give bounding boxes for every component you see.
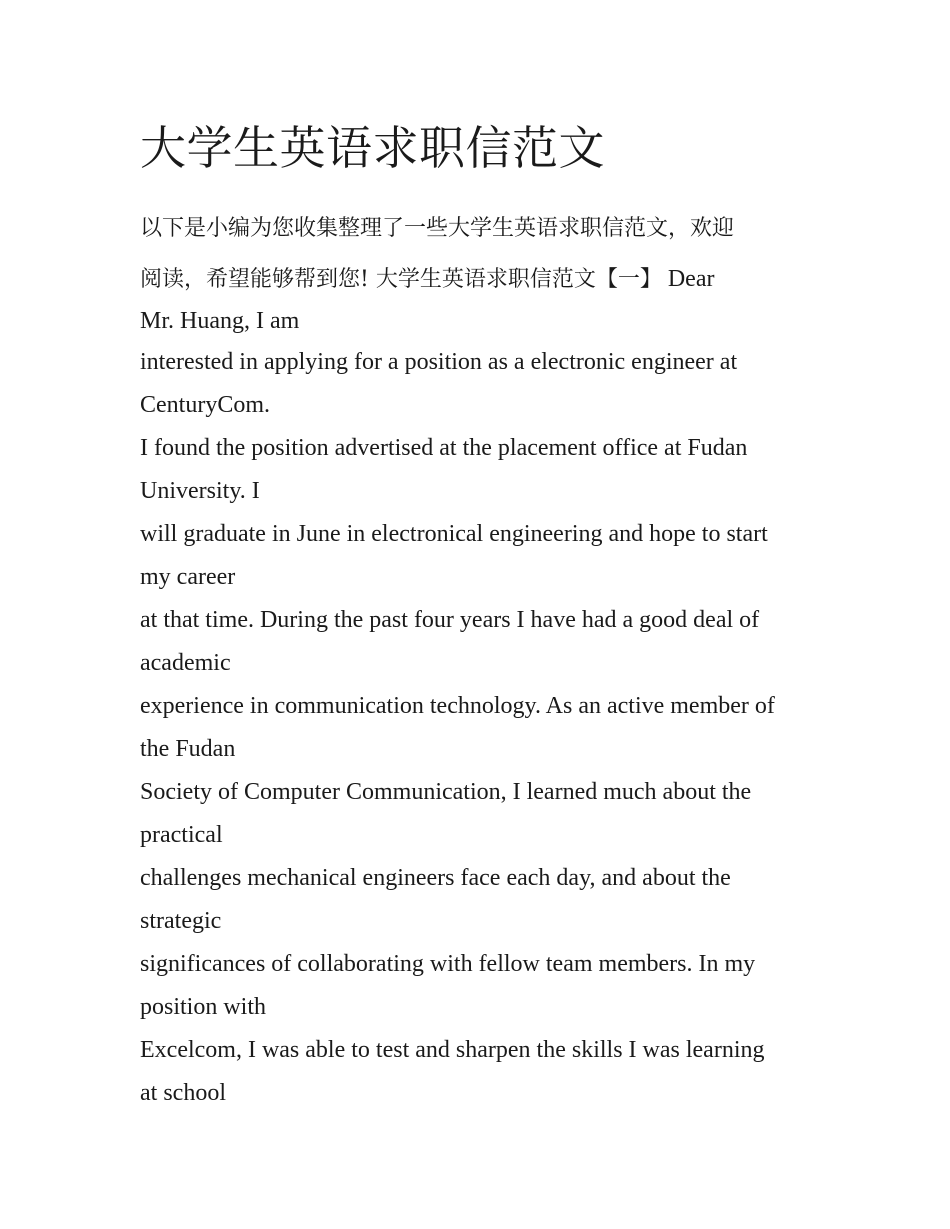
document-title: 大学生英语求职信范文 [140, 121, 605, 175]
letter-line: the Fudan [140, 736, 236, 762]
letter-line: CenturyCom. [140, 392, 270, 418]
letter-line: Excelcom, I was able to test and sharpen the skills I was learning [140, 1037, 765, 1063]
letter-line: position with [140, 994, 267, 1020]
letter-line: interested in applying for a position as a electronic engineer at [140, 349, 738, 375]
letter-line: strategic [140, 908, 222, 934]
letter-line: experience in communication technology. As an active member of [140, 693, 775, 719]
letter-line: at that time. During the past four years I have had a good deal of [140, 607, 760, 633]
letter-line: practical [140, 822, 223, 848]
letter-line: academic [140, 650, 231, 676]
letter-line: challenges mechanical engineers face each day, and about the [140, 865, 731, 891]
intro-line-1: 以下是小编为您收集整理了一些大学生英语求职信范文，欢迎 [140, 216, 735, 241]
letter-line: University. I [140, 478, 260, 504]
intro-line-2-latin: Dear [661, 266, 715, 292]
letter-line: significances of collaborating with fellow team members. In my [140, 951, 756, 977]
letter-line: Society of Computer Communication, I learned much about the [140, 779, 752, 805]
letter-body [140, 341, 815, 1115]
letter-line: I found the position advertised at the placement office at Fudan [140, 435, 748, 461]
intro-line-2-cjk: 阅读，希望能够帮到您! 大学生英语求职信范文【一】 [140, 267, 662, 292]
intro-line-3: Mr. Huang, I am [140, 308, 300, 334]
letter-line: my career [140, 564, 236, 590]
letter-line: will graduate in June in electronical engineering and hope to start [140, 521, 768, 547]
document-page [140, 118, 815, 1115]
intro-paragraph [140, 204, 815, 305]
letter-line: at school [140, 1080, 226, 1106]
